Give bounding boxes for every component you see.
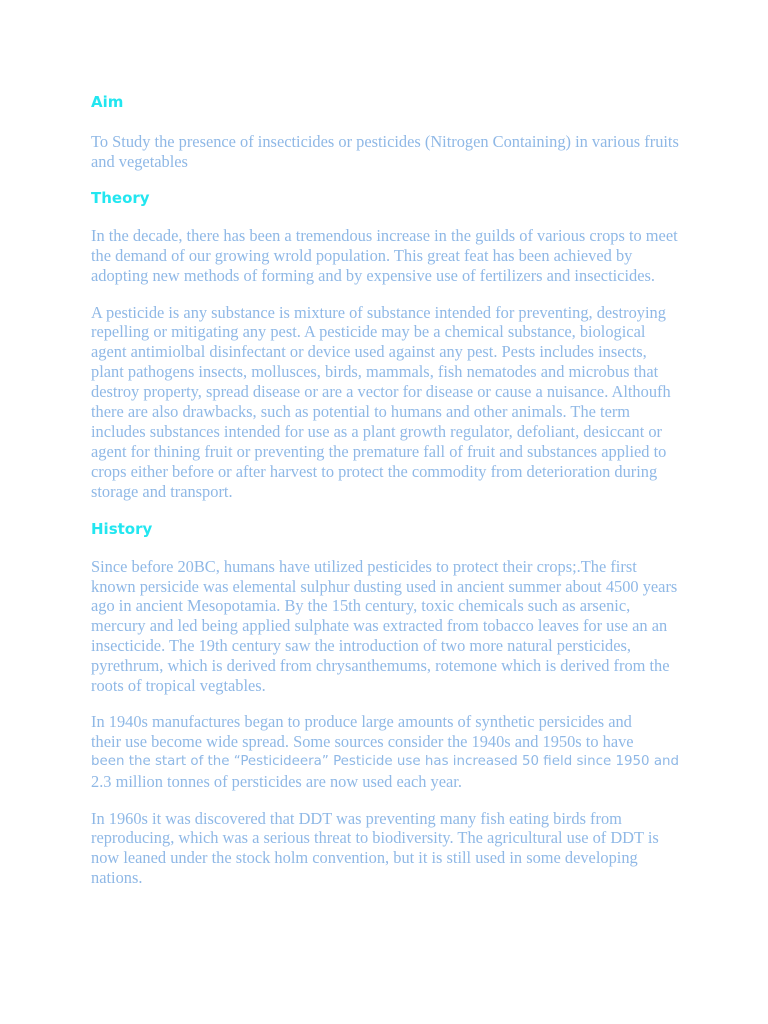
history-paragraph-3: In 1960s it was discovered that DDT was preventing many fish eating birds from reproducing, which was a serious threat to biodiversity. The agricultural use of DDT is now leaned under the stock holm convention, but it is still used in some developing nations.: [91, 808, 659, 888]
aim-paragraph: To Study the presence of insecticides or pesticides (Nitrogen Containing) in various fruits and vegetables: [91, 132, 679, 171]
history-paragraph-2-line-1: In 1940s manufactures began to produce large amounts of synthetic persicides and: [91, 711, 632, 731]
theory-paragraph-1: In the decade, there has been a tremendous increase in the guilds of various crops to meet the demand of our growing wrold population. This great feat has been achieved by adopting new methods of forming and by expensive use of fertilizers and insecticides.: [91, 225, 678, 285]
aim-heading: Aim: [91, 93, 124, 111]
history-paragraph-2-line-2: their use become wide spread. Some sources consider the 1940s and 1950s to have: [91, 731, 634, 751]
theory-heading: Theory: [91, 188, 150, 207]
theory-paragraph-2: A pesticide is any substance is mixture of substance intended for preventing, destroying repelling or mitigating any pest. A pesticide may be a chemical substance, biological agent antimiolbal disinfectant or device used against any pest. Pests includes insects, plant pathogens insects, mollusces, birds, mammals, fish nematodes and microbus that destroy property, spread disease or are a vector for disease or cause a nuisance. Althoufh there are also drawbacks, such as potential to humans and other animals. The term includes substances intended for use as a plant growth regulator, defoliant, desiccant or agent for thining fruit or preventing the premature fall of fruit and substances applied to crops either before or after harvest to protect the commodity from deterioration during storage and transport.: [91, 302, 671, 501]
history-paragraph-2: [91, 712, 680, 792]
history-paragraph-1: Since before 20BC, humans have utilized pesticides to protect their crops;.The first known persicide was elemental sulphur dusting used in ancient summer about 4500 years ago in ancient Mesopotamia. By the 15th century, toxic chemicals such as arsenic, mercury and led being applied sulphate was extracted from tobacco leaves for use an an insecticide. The 19th century saw the introduction of two more natural persticides, pyrethrum, which is derived from chrysanthemums, rotemone which is derived from the roots of tropical vegtables.: [91, 556, 678, 696]
history-heading: History: [91, 519, 153, 538]
history-paragraph-2-line-3: been the start of the “Pesticideera” Pesticide use has increased 50 field since 1950 and: [91, 753, 680, 769]
history-paragraph-2-line-4: 2.3 million tonnes of persticides are now used each year.: [91, 771, 462, 791]
